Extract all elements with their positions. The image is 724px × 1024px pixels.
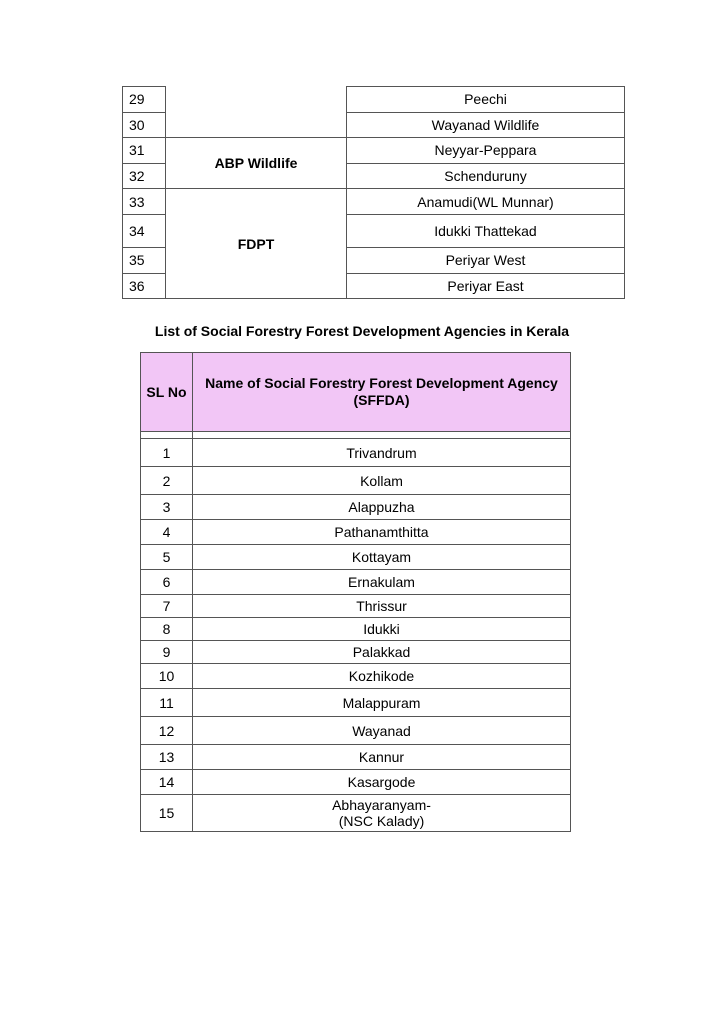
area-name: Periyar West: [347, 247, 625, 273]
table-row: [141, 520, 571, 545]
table-row: [141, 595, 571, 618]
blank-cell: [193, 432, 571, 439]
table-row: [123, 189, 625, 215]
area-name: Wayanad Wildlife: [347, 112, 625, 138]
blank-row: [141, 432, 571, 439]
agency-name: Palakkad: [193, 641, 571, 664]
sl-number: 12: [141, 717, 193, 745]
row-number: 33: [123, 189, 166, 215]
area-name: Peechi: [347, 87, 625, 113]
sl-number: 4: [141, 520, 193, 545]
row-number: 30: [123, 112, 166, 138]
agency-name-line1: Abhayaranyam-: [332, 797, 431, 813]
row-number: 32: [123, 163, 166, 189]
header-agency-text: Name of Social Forestry Forest Development Agency (SFFDA): [205, 375, 558, 408]
row-number: 29: [123, 87, 166, 113]
table-row: [141, 795, 571, 832]
sl-number: 8: [141, 618, 193, 641]
group-cell: ABP Wildlife: [166, 138, 347, 189]
agency-name: Malappuram: [193, 689, 571, 717]
sl-number: 13: [141, 745, 193, 770]
row-number: 31: [123, 138, 166, 164]
agency-name: Kottayam: [193, 545, 571, 570]
table-header-row: [141, 353, 571, 432]
sl-number: 9: [141, 641, 193, 664]
table-row: [141, 495, 571, 520]
agency-name: [193, 795, 571, 832]
row-number: 35: [123, 247, 166, 273]
table-row: [141, 770, 571, 795]
sl-number: 11: [141, 689, 193, 717]
agency-name: Ernakulam: [193, 570, 571, 595]
agency-name: Thrissur: [193, 595, 571, 618]
sl-number: 14: [141, 770, 193, 795]
table-row: [141, 618, 571, 641]
sl-number: 5: [141, 545, 193, 570]
sl-number: 3: [141, 495, 193, 520]
table-row: [141, 717, 571, 745]
blank-cell: [141, 432, 193, 439]
header-sl-no: [141, 353, 193, 432]
table-row: [141, 745, 571, 770]
sl-number: 2: [141, 467, 193, 495]
table-row: [141, 641, 571, 664]
table-row: [141, 664, 571, 689]
table-row: [141, 689, 571, 717]
agency-name: Alappuzha: [193, 495, 571, 520]
table-row: [141, 545, 571, 570]
sffda-table: [140, 352, 571, 832]
header-agency-name: [193, 353, 571, 432]
area-name: Anamudi(WL Munnar): [347, 189, 625, 215]
group-cell-empty: [166, 87, 347, 138]
agency-name-line2: (NSC Kalady): [338, 813, 425, 829]
row-number: 36: [123, 273, 166, 299]
agency-name: Idukki: [193, 618, 571, 641]
sl-number: 7: [141, 595, 193, 618]
area-name: Schenduruny: [347, 163, 625, 189]
forest-division-table: [122, 86, 625, 299]
agency-name: Trivandrum: [193, 439, 571, 467]
agency-name: Kozhikode: [193, 664, 571, 689]
section-title: List of Social Forestry Forest Development Agencies in Kerala: [154, 323, 570, 339]
table-row: [123, 138, 625, 164]
table-row: [123, 87, 625, 113]
agency-name: Wayanad: [193, 717, 571, 745]
table-row: [141, 439, 571, 467]
table-row: [141, 570, 571, 595]
sl-number: 15: [141, 795, 193, 832]
table-row: [141, 467, 571, 495]
agency-name: Pathanamthitta: [193, 520, 571, 545]
sl-number: 10: [141, 664, 193, 689]
agency-name: Kollam: [193, 467, 571, 495]
group-cell: FDPT: [166, 189, 347, 299]
agency-name: Kannur: [193, 745, 571, 770]
sl-number: 6: [141, 570, 193, 595]
area-name: Periyar East: [347, 273, 625, 299]
area-name: Idukki Thattekad: [347, 214, 625, 247]
area-name: Neyyar-Peppara: [347, 138, 625, 164]
sl-number: 1: [141, 439, 193, 467]
row-number: 34: [123, 214, 166, 247]
agency-name: Kasargode: [193, 770, 571, 795]
header-sl-text: SL No: [146, 383, 187, 400]
